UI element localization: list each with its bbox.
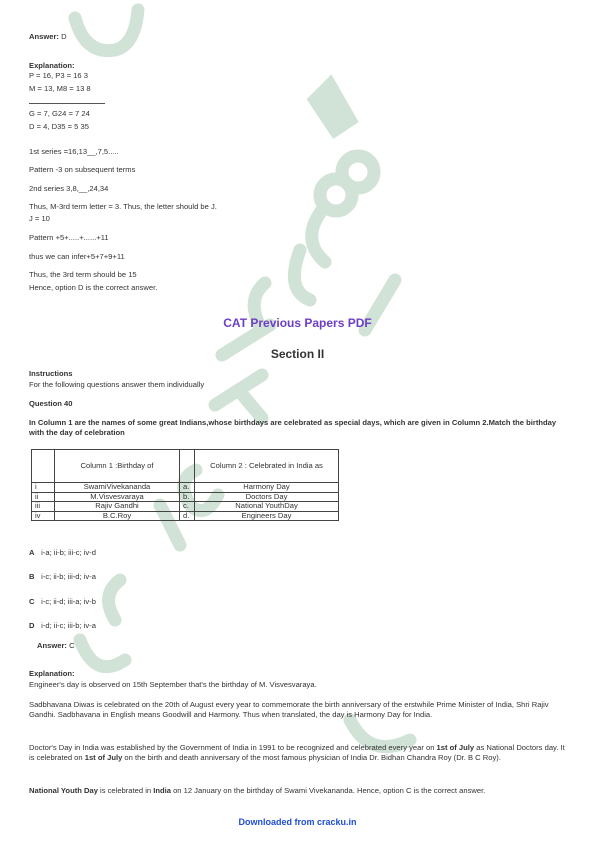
answer-1: Answer: D bbox=[29, 32, 67, 41]
table-row bbox=[32, 483, 339, 493]
option-d[interactable]: D i-d; ii-c; iii-b; iv-a bbox=[29, 621, 96, 630]
explanation-1-line: 2nd series 3,8,__,24,34 bbox=[29, 184, 109, 193]
explanation-1-line: M = 13, M8 = 13 8 bbox=[29, 84, 91, 93]
celebration-day: Engineers Day bbox=[195, 511, 339, 521]
explanation-2-title: Explanation: bbox=[29, 669, 75, 678]
explanation-2-paragraph: Sadbhavana Diwas is celebrated on the 20th of August every year to commemorate the birth anniversary of the erstwhile Prime Minister of India, Shri Rajiv Gandhi. Sadbhavana in English means Goodwill and Harmony. Thus when translated, the day is Harmony Day for India. bbox=[29, 700, 549, 719]
column-2-header: Column 2 : Celebrated in India as bbox=[195, 450, 339, 483]
answer-2: Answer: C bbox=[37, 641, 75, 650]
table-header-row bbox=[32, 450, 339, 483]
cat-papers-link[interactable]: CAT Previous Papers PDF bbox=[223, 316, 372, 330]
option-a[interactable]: A i-a; ii-b; iii-c; iv-d bbox=[29, 548, 96, 557]
explanation-2-paragraph: National Youth Day is celebrated in India on 12 January on the birthday of Swami Vivekananda. Hence, option C is the correct answer. bbox=[29, 786, 486, 795]
explanation-1-line: Pattern -3 on subsequent terms bbox=[29, 165, 136, 174]
column-1-header: Column 1 :Birthday of bbox=[55, 450, 180, 483]
instructions-title: Instructions bbox=[29, 369, 73, 378]
explanation-2-paragraph: Doctor's Day in India was established by the Government of India in 1991 to be recognized and celebrated every year on 1st of July as National Doctors day. It is celebrated on 1st of July on the birth and death anniversary of the most famous physician of India Dr. Bidhan Chandra Roy (Dr. B C Roy). bbox=[29, 743, 565, 762]
row-numeral: iii bbox=[32, 502, 55, 512]
question-number: Question 40 bbox=[29, 399, 73, 408]
explanation-1-line: G = 7, G24 = 7 24 bbox=[29, 109, 90, 118]
row-letter: a. bbox=[180, 483, 195, 493]
row-letter: b. bbox=[180, 492, 195, 502]
question-text: In Column 1 are the names of some great Indians,whose birthdays are celebrated as special days, which are given in Column 2.Match the birthday with the day of celebration bbox=[29, 418, 557, 437]
row-letter: d. bbox=[180, 511, 195, 521]
explanation-2-paragraph: Engineer's day is observed on 15th September that's the birthday of M. Visvesvaraya. bbox=[29, 680, 317, 689]
row-letter: c. bbox=[180, 502, 195, 512]
person-name: SwamiVivekananda bbox=[55, 483, 180, 493]
explanation-1-line: 1st series =16,13__,7,5..... bbox=[29, 147, 119, 156]
celebration-day: Harmony Day bbox=[195, 483, 339, 493]
person-name: B.C.Roy bbox=[55, 511, 180, 521]
explanation-1-line: J = 10 bbox=[29, 214, 50, 223]
explanation-1-line: D = 4, D35 = 5 35 bbox=[29, 122, 89, 131]
explanation-1-line: Hence, option D is the correct answer. bbox=[29, 283, 158, 292]
explanation-1-line: thus we can infer+5+7+9+11 bbox=[29, 252, 125, 261]
divider-rule bbox=[29, 103, 105, 104]
row-numeral: i bbox=[32, 483, 55, 493]
instructions-text: For the following questions answer them individually bbox=[29, 380, 205, 389]
match-table bbox=[31, 449, 339, 521]
row-numeral: iv bbox=[32, 511, 55, 521]
explanation-1-line: Thus, M-3rd term letter = 3. Thus, the letter should be J. bbox=[29, 202, 217, 211]
explanation-1-line: Pattern +5+.....+......+11 bbox=[29, 233, 109, 242]
section-title: Section II bbox=[270, 347, 325, 361]
table-cell bbox=[180, 450, 195, 483]
person-name: Rajiv Gandhi bbox=[55, 502, 180, 512]
explanation-1-line: P = 16, P3 = 16 3 bbox=[29, 71, 88, 80]
explanation-1-title: Explanation: bbox=[29, 61, 75, 70]
person-name: M.Visvesvaraya bbox=[55, 492, 180, 502]
table-cell bbox=[32, 450, 55, 483]
table-row bbox=[32, 502, 339, 512]
row-numeral: ii bbox=[32, 492, 55, 502]
table-row bbox=[32, 511, 339, 521]
option-c[interactable]: C i-c; ii-d; iii-a; iv-b bbox=[29, 597, 96, 606]
celebration-day: Doctors Day bbox=[195, 492, 339, 502]
celebration-day: National YouthDay bbox=[195, 502, 339, 512]
footer-download-link[interactable]: Downloaded from cracku.in bbox=[238, 817, 357, 827]
option-b[interactable]: B i-c; ii-b; iii-d; iv-a bbox=[29, 572, 96, 581]
explanation-1-line: Thus, the 3rd term should be 15 bbox=[29, 270, 137, 279]
